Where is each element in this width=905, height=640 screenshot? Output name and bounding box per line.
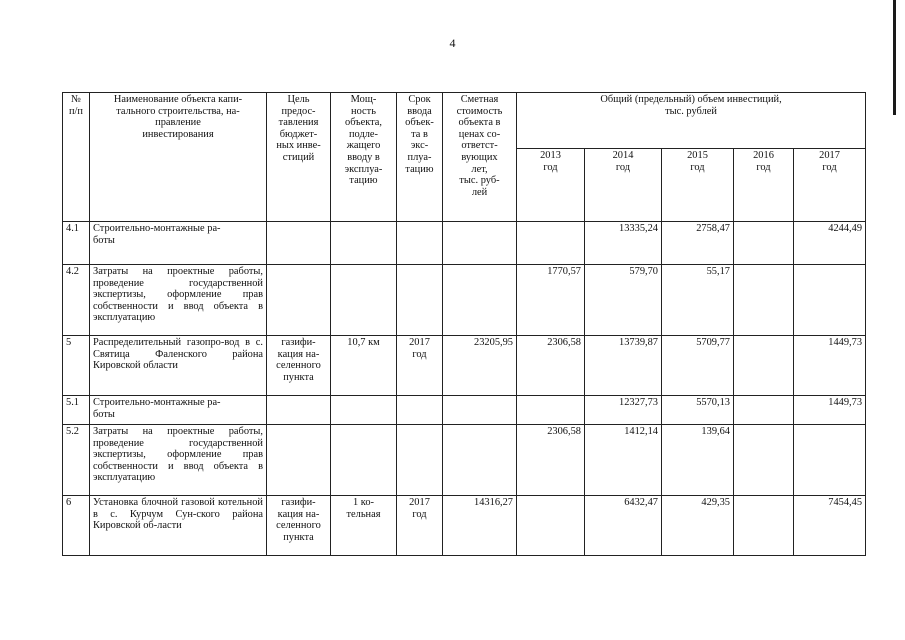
table-row bbox=[63, 496, 866, 556]
row-purpose bbox=[267, 425, 331, 496]
row-value-2016 bbox=[734, 265, 794, 336]
header-no: № п/п bbox=[63, 93, 90, 222]
header-row bbox=[63, 93, 866, 149]
row-value-2015: 2758,47 bbox=[662, 222, 734, 265]
row-term bbox=[397, 396, 443, 425]
row-capacity: 10,7 км bbox=[331, 336, 397, 396]
row-value-2013: 2306,58 bbox=[517, 425, 585, 496]
row-name: Распределительный газопро-вод в с. Святица Фаленского района Кировской области bbox=[90, 336, 267, 396]
row-value-2013 bbox=[517, 496, 585, 556]
row-cost bbox=[443, 425, 517, 496]
header-capacity: Мощ- ность объекта, подле- жащего вводу в эксплуа- тацию bbox=[331, 93, 397, 222]
row-value-2014: 6432,47 bbox=[585, 496, 662, 556]
row-value-2014: 13739,87 bbox=[585, 336, 662, 396]
row-value-2015: 55,17 bbox=[662, 265, 734, 336]
row-capacity bbox=[331, 265, 397, 336]
row-term: 2017 год bbox=[397, 336, 443, 396]
row-value-2016 bbox=[734, 222, 794, 265]
row-value-2016 bbox=[734, 336, 794, 396]
row-no: 5.2 bbox=[63, 425, 90, 496]
row-cost: 23205,95 bbox=[443, 336, 517, 396]
row-capacity: 1 ко- тельная bbox=[331, 496, 397, 556]
row-cost bbox=[443, 222, 517, 265]
header-year-2015: 2015 год bbox=[662, 149, 734, 222]
row-no: 4.1 bbox=[63, 222, 90, 265]
table-row bbox=[63, 336, 866, 396]
header-total-investment: Общий (предельный) объем инвестиций, тыс. рублей bbox=[517, 93, 866, 149]
row-value-2017: 7454,45 bbox=[794, 496, 866, 556]
row-name: Строительно-монтажные ра- боты bbox=[90, 396, 267, 425]
row-value-2015: 5570,13 bbox=[662, 396, 734, 425]
row-value-2015: 429,35 bbox=[662, 496, 734, 556]
table-row bbox=[63, 265, 866, 336]
page-number: 4 bbox=[449, 36, 456, 50]
row-term bbox=[397, 265, 443, 336]
row-value-2014: 12327,73 bbox=[585, 396, 662, 425]
row-value-2017: 1449,73 bbox=[794, 336, 866, 396]
row-value-2016 bbox=[734, 496, 794, 556]
row-purpose: газифи- кация на- селенного пункта bbox=[267, 336, 331, 396]
row-value-2017: 4244,49 bbox=[794, 222, 866, 265]
row-capacity bbox=[331, 396, 397, 425]
table-row bbox=[63, 222, 866, 265]
scan-edge-line bbox=[893, 0, 896, 115]
row-value-2017: 1449,73 bbox=[794, 396, 866, 425]
row-purpose bbox=[267, 265, 331, 336]
row-value-2013: 2306,58 bbox=[517, 336, 585, 396]
header-purpose: Цель предос- тавления бюджет- ных инве- стиций bbox=[267, 93, 331, 222]
row-no: 4.2 bbox=[63, 265, 90, 336]
header-year-2013: 2013 год bbox=[517, 149, 585, 222]
row-purpose: газифи- кация на- селенного пункта bbox=[267, 496, 331, 556]
header-year-2014: 2014 год bbox=[585, 149, 662, 222]
row-term bbox=[397, 222, 443, 265]
header-year-2017: 2017 год bbox=[794, 149, 866, 222]
header-name: Наименование объекта капи- тального строительства, на- правление инвестирования bbox=[90, 93, 267, 222]
header-term: Срок ввода объек- та в экс- плуа- тацию bbox=[397, 93, 443, 222]
row-value-2013 bbox=[517, 396, 585, 425]
row-purpose bbox=[267, 222, 331, 265]
row-no: 6 bbox=[63, 496, 90, 556]
row-cost: 14316,27 bbox=[443, 496, 517, 556]
row-term: 2017 год bbox=[397, 496, 443, 556]
row-value-2014: 579,70 bbox=[585, 265, 662, 336]
row-value-2014: 1412,14 bbox=[585, 425, 662, 496]
row-value-2016 bbox=[734, 396, 794, 425]
row-value-2015: 139,64 bbox=[662, 425, 734, 496]
row-capacity bbox=[331, 425, 397, 496]
row-value-2015: 5709,77 bbox=[662, 336, 734, 396]
row-no: 5.1 bbox=[63, 396, 90, 425]
row-purpose bbox=[267, 396, 331, 425]
table-row bbox=[63, 425, 866, 496]
investment-table bbox=[62, 92, 866, 556]
row-value-2016 bbox=[734, 425, 794, 496]
row-term bbox=[397, 425, 443, 496]
row-value-2017 bbox=[794, 265, 866, 336]
table-row bbox=[63, 396, 866, 425]
row-name: Затраты на проектные работы, проведение государственной экспертизы, оформление прав собственности и ввод объекта в эксплуатацию bbox=[90, 265, 267, 336]
row-no: 5 bbox=[63, 336, 90, 396]
row-name: Строительно-монтажные ра- боты bbox=[90, 222, 267, 265]
row-name: Затраты на проектные работы, проведение государственной экспертизы, оформление прав собственности и ввод объекта в эксплуатацию bbox=[90, 425, 267, 496]
row-value-2013 bbox=[517, 222, 585, 265]
row-cost bbox=[443, 265, 517, 336]
header-year-2016: 2016 год bbox=[734, 149, 794, 222]
row-value-2014: 13335,24 bbox=[585, 222, 662, 265]
header-cost: Сметная стоимость объекта в ценах со- ответст- вующих лет, тыс. руб- лей bbox=[443, 93, 517, 222]
row-cost bbox=[443, 396, 517, 425]
row-value-2017 bbox=[794, 425, 866, 496]
row-value-2013: 1770,57 bbox=[517, 265, 585, 336]
row-capacity bbox=[331, 222, 397, 265]
row-name: Установка блочной газовой котельной в с. Курчум Сун-ского района Кировской об-ласти bbox=[90, 496, 267, 556]
